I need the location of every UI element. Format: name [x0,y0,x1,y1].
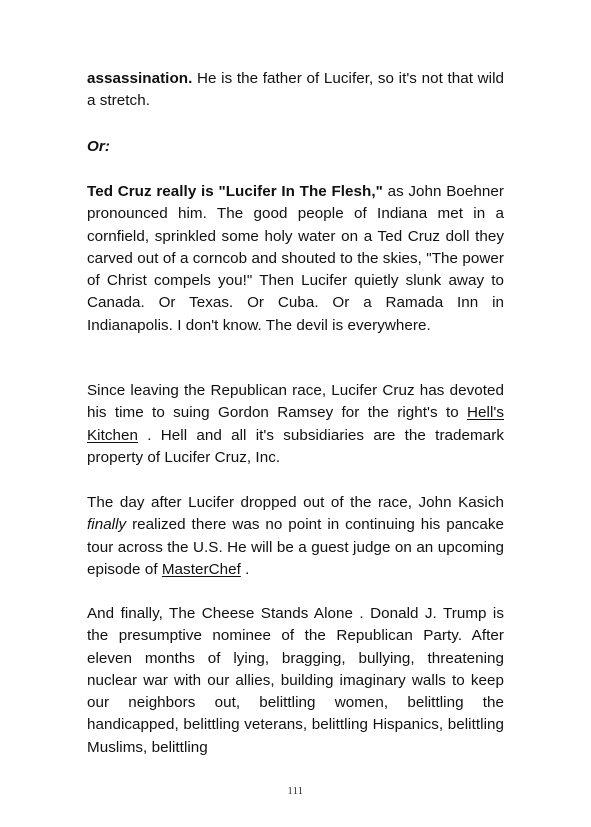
paragraph-text-middle: realized there was no point in continuing his pancake tour across the U.S. He will be a guest judge on an upcoming episode of [87,516,504,578]
paragraph-trump [87,603,504,759]
hells-kitchen-link[interactable]: Hell's Kitchen [87,404,504,444]
paragraph-ted-cruz [87,181,504,337]
or-heading: Or: [87,138,110,155]
paragraph-text-before: The day after Lucifer dropped out of the race, John Kasich [87,494,504,511]
italic-text: finally [87,516,127,534]
paragraph-text-before: Since leaving the Republican race, Lucifer Cruz has devoted his time to suing Gordon Ramsey for the right's to [87,382,504,422]
paragraph-text: And finally, The Cheese Stands Alone . Donald J. Trump is the presumptive nominee of the Republican Party. After eleven months of lying, bragging, bullying, threatening nuclear war with our allies, building imaginary walls to keep our neighbors out, belittling women, belittling the handicapped, belittling veterans, belittling Hispanics, belittling Muslims, belittling [87,605,504,756]
page-number: 111 [287,786,304,797]
paragraph-hells-kitchen [87,380,504,469]
paragraph-text-after: . [240,560,250,578]
paragraph-assassination [87,68,504,113]
paragraph-kasich [87,492,504,581]
paragraph-text-after: . Hell and all it's subsidiaries are the trademark property of Lucifer Cruz, Inc. [87,426,504,466]
paragraph-text: He is the father of Lucifer, so it's not that wild a stretch. [87,70,504,110]
bold-lead-text: Ted Cruz really is "Lucifer In The Flesh," [87,183,383,200]
paragraph-or [87,136,504,158]
masterchef-link[interactable]: MasterChef [161,560,241,578]
paragraph-text: as John Boehner pronounced him. The good people of Indiana met in a cornfield, sprinkled some holy water on a Ted Cruz doll they carved out of a corncob and shouted to the skies, "The power of Christ compels you!" Then Lucifer quietly slunk away to Canada. Or Texas. Or Cuba. Or a Ramada Inn in Indianapolis. I don't know. The devil is everywhere. [87,183,504,334]
bold-lead-text: assassination. [87,70,193,87]
